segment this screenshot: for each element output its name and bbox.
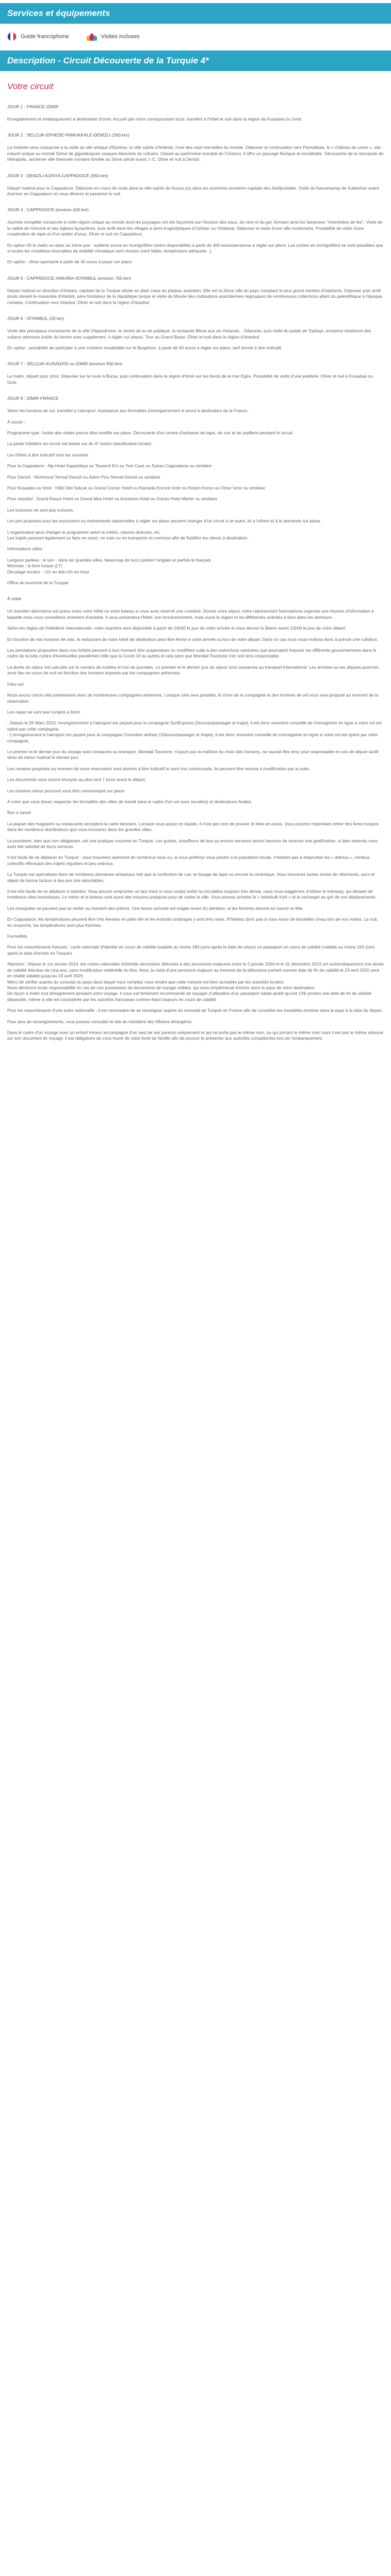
paragraph: La Turquie est spécialisée dans de nombreux domaines artisanaux tels que la confection de cuir, le tissage de tapis ou encore la céramique. Vous trouverez toutes sortes de vêtements, sacs et objets de bonne facture à des prix très abordables. [7,872,375,883]
day-heading: JOUR 7 : SELÇUK-KUSADASI ou IZMIR (environ 550 km) [7,361,123,367]
paragraph: En Cappadoce, les températures peuvent être très élevées en plein été et les endroits ombragés y sont très rares. N'hésitez donc pas à vous munir de bouteilles d'eau lors de vos visites. La nuit, en revanche, les températures sont plus fraîches. [7,917,378,928]
itinerary-block [7,596,384,1041]
itinerary-block [7,396,384,586]
itinerary-block [7,104,384,122]
paragraph: Les repas ne sont pas compris à bord. [7,709,81,715]
paragraph: Il est facile de se déplacer en Turquie : vous trouverez aisément de nombreux taxis ou, si vous préférez vous joindre à la population locale, n'hésitez pas à emprunter les « dolmus », minibus collectifs effectuant des trajets réguliers et peu onéreux. [7,855,370,866]
paragraph: Le matin, départ pour Izmir. Déjeuner sur la route à Bursa, puis continuation dans la région d'Izmir sur les bords de la mer Egée. Possibilité de visite d'une joaillerie. Dîner et nuit à Kusadasi ou Izmir. [7,374,373,385]
page [0,3,391,1042]
day-heading: JOUR 3 : DENIZLI-KONYA-CAPPADOCE (650 km) [7,173,108,178]
itinerary-block [7,132,384,162]
day-heading: À noter [7,596,22,602]
paragraph: Les prix proposés pour les excursions ou événements optionnelles à régler sur place peuvent changer d'un circuit à un autre, ils à l'ofrent et à la demande sur place. [7,518,321,524]
service-label-guide: Guide francophone [21,33,69,40]
paragraph: Pour Istanbul : Grand Ravuz Hotel ou Grand Mira Hotel ou Acezema Hotel ou Gûnes Hotel Merter ou similaire [7,496,218,502]
paragraph: Selon les horaires de vol, transfert à l'aéroport. Assistance aux formalités d'enregistrement et envol à destination de la France. [7,408,249,414]
paragraph: Pour la Cappadoce : Alp Hotel Kapadokya ou Tessenti Evi ou Yosi Cave ou Suhan Cappadocia ou similaire [7,463,212,469]
paragraph: La plupart des magasins ou restaurants acceptent la carte bancaire. Lorsque vous payez en liquide, il n'est pas rare de pouvoir le faire en euros. Vous pourrez cependant retirer des livres turques dans les nombreux distributeurs que vous trouverez dans les grandes villes. [7,821,379,833]
paragraph: Les hôtels à titre indicatif sont les suivants : [7,452,91,457]
paragraph: Attention : Depuis le 1er janvier 2014, les cartes nationales d'identité sécurisées délivrées à des personnes majeures entre le 2 janvier 2004 et le 31 décembre 2013 ont automatiquement une durée de validité étendue de cinq ans, sans modification matérielle du titre. Ainsi, la carte d'une personne majeure au moment de la délivrance portant comme date de fin de validité le 23 avril 2020 sera en réalité valable jusqu'au 23 avril 2025. Merci de vérifier auprès du consulat du pays dans lequel vous comptez vous rendre que cette mesure est bien acceptée par les autorités locales. Nous déclinons toute responsabilité en cas de non possession de documents de voyage valides, qui vous empêcherait d'entrer dans le pays de votre destination. De façon à éviter tout désagrément pendant votre voyage, il vous est fortement recommandé de voyager (l'utilisation d'un passeport valide plutôt qu'une CNI portant une date de fin de validité dépassée, même si elle est considérée par les autorités françaises comme étant toujours en cours de validité. [7,961,384,1002]
paragraph: Pour Denizli : Richmond Termal Denizli ou Adem Pira Termal Denizli ou similaire [7,474,160,480]
day-heading: JOUR 1 : FRANCE-IZMIR [7,104,59,109]
paragraph: Départ matinal en direction d'Ankara, capitale de la Turquie située en plein cœur du plateau anatolien. Elle est la 2ème ville du pays comptant le plus grand nombre d'habitants. Déjeuner puis arrêt photo devant le mausolée d'Atatürk, père fondateur de la république turque et visite du Musée des civilisations anatoliennes regroupant de nombreuses collections allant du paléolithique à l'époque romaine. Continuation vers Istanbul. Dîner et nuit dans la région d'Istanbul. [7,287,382,305]
paragraph: Infos vol [7,681,24,687]
paragraph: Office du tourisme de la Turquie [7,580,69,586]
paragraph: A noter que vous devez respecter les formalités des villes de transit dans le cadre d'un vol avec escale(s) et destinations finales. [7,799,253,804]
group-visits-icon [87,32,97,41]
paragraph: En option tôt le matin ou dans sa 1ème jour : sublime survol en montgolfière (selon disponibilité) à partir de 400 euros/personne à régler sur place. Les sorties en montgolfière ne sont possibles que si toutes les conditions favorables de stabilité climatique sont réunies (vent faible, température adéquate...). [7,242,383,254]
paragraph: Le premier et le dernier jour du voyage sont consacrés au transport. Mondial Tourisme, n'ayant pas la maîtrise du choix des horaires, ne saurait être tenu pour responsable en cas de départ tardif et/ou de retour matinal le dernier jour. [7,749,379,760]
description-header: Description - Circuit Découverte de la Turquie 4* [0,50,391,71]
paragraph: Départ matinal pour la Cappadoce. Déjeuner en cours de route dans la ville sainte de Konya (ou dans les environs) ancienne capitale des Seldjoukides. Visite du Karvansaray de Sultanhan avant d'arriver en Cappadoce où vous dînerez et passerez la nuit. [7,185,379,197]
itinerary-block [7,316,384,351]
paragraph: Langues parlées : le turc - dans les grandes villes, beaucoup de turcs parlent l'anglais et parfois le français Monnaie : la livre turque (LT) Décalage horaire : +1h en été/+2h en hiver [7,557,211,574]
day-heading: JOUR 8 : IZMIR-FRANCE [7,396,59,401]
services-header: Services et équipements [0,3,391,24]
day-heading: JOUR 5 : CAPPADOCE-ANKARA-ISTANBUL (environ 750 km) [7,275,132,281]
paragraph: Pour les ressortissants d'une autre nationalité : il est nécessaire de se renseigner auprès du consulat de Turquie en France afin de connaître les modalités d'entrée dans le pays à la date du départ. [7,1008,383,1013]
paragraph: Pour les ressortissants français : carte nationale d'identité en cours de validité (valable au moins 180 jours après la date de retour) ou passeport en cours de validité (valable au moins 150 jours après la date d'entrée en Turquie). [7,944,375,956]
paragraph: Informations utiles [7,546,42,552]
circuit-title: Votre circuit [7,81,54,91]
paragraph: Il est très facile de se déplacer à Istanbul. Vous pouvez emprunter un taxi mais si vous voulez éviter la circulation toujours très dense, nous vous suggérons d'utiliser le tramway, qui dessert de nombreux sites touristiques. Le métro et le bateau sont aussi des moyens pratiques pour de visiter la ville. Vous pouvez acheter la « Istanbulk Kart » et la recharger au gré de vos déplacements. [7,889,377,900]
itinerary-block [7,173,384,197]
paragraph: La matinée sera consacrée à la visite du site antique d'Éphèse, la ville sainte d'Artémis, l'une des sept merveilles du monde. Déjeuner et continuation vers Pamukkale, le « château de coton », site naturel unique au monde formé de gigantesques vasques blanches de calcaire. Classé au patrimoine mondial de l'Unesco, il offre un paysage féerique et inoubliable. Découverte de la nécropole de Hiérapolis, ancienne ville thermale romaine fondée au 2ème siècle avant J.-C. Dîner et nuit à Denizli. [7,145,384,162]
paragraph: La partie hôtelière du circuit est basée sur du 4* (selon classification locale). [7,441,153,447]
service-item-visits [87,32,140,41]
paragraph: Pour plus de renseignements, vous pouvez consulter le site du ministère des Affaires étrangères [7,1019,192,1024]
paragraph: Un transfert aller/retour est prévu entre votre hôtel ou votre bateau si vous avez réservé une croisière. Durant votre séjour, notre représentant francophone organise une réunion d'information à laquelle nous vous conseillons vivement d'assister. Il vous présentera l'hôtel, son fonctionnement, mais aussi la région et les différentes activités à faire dans les alentours. [7,608,374,620]
services-list [0,24,391,50]
paragraph: En fonction de vos horaires de vols, le restaurant de votre hôtel de destination peut être fermé à votre arrivée ou lors de votre départ. Dans ce cas nous vous invitons donc à prévoir une collation. [7,636,379,642]
paragraph: Le pourboire, bien que non obligatoire, est une pratique courante en Turquie. Les guides, chauffeurs de bus ou encore serveurs seront heureux de recevoir une gratification, si bien entendu vous avez été satisfait de leurs services. [7,838,378,849]
paragraph: Les documents vous seront envoyés au plus tard 7 jours avant le départ. [7,777,146,783]
paragraph: Visite des principaux monuments de la ville (Hippodrome, le centre de la vie publique, la mosquée Bleue aux six minarets... Déjeuner, puis visite du palais de Topkapi, ancienne résidence des sultans ottomans (visite du harem avec supplément, à régler sur place). Tour au Grand Bazar. Dîner et nuit dans la région d'Istanbul. [7,328,371,340]
french-flag-icon [7,32,17,41]
itinerary-block [7,207,384,265]
paragraph: Enregistrement et embarquement à destination d'Izmir. Accueil par notre correspondant local, transfert à l'hôtel et nuit dans la région de Kusadasi ou Izmir. [7,116,303,122]
paragraph: Les mosquées se peuvent pas se visiter au moment des prières. Une tenue correcte est exigée avant d'y pénétrer, et les femmes doivent se couvrir la tête. [7,905,304,911]
paragraph: Les horaires proposés au moment de votre réservation sont donnés à titre indicatif et sont non contractuels. Ils peuvent être soumis à modification par la suite. [7,766,311,771]
paragraph: Selon les règles de l'hôtellerie internationale, votre chambre sera disponible à partir de 14h00 le jour de votre arrivée et vous devrez la libérer avant 12h00 le jour de votre départ. [7,625,347,631]
service-label-visits: Visites incluses [101,33,140,40]
paragraph: À savoir : [7,419,25,425]
day-heading: JOUR 4 : CAPPADOCE (environ 100 km) [7,207,89,213]
paragraph: Les prestations proposées dans nos forfaits peuvent à tout moment être suspendues ou modifiées suite à des restrictions sanitaires que pourraient imposer les différents gouvernements dans le cadre de la lutte contre d'éventuelles pandémies telle que la Covid-19 ou autres et cela sans que Mondial Tourisme n'en soit tenu responsable. [7,648,377,659]
paragraph: Pour Kusadasi ou Izmir : Hiltil Otel Selçuk ou Grand Corner Hotel ou Ramada Encore Izmir ou Nobon Kenre ou Ontur Izmir ou similaire [7,485,265,490]
paragraph: Programme type. l'ordre des visites pourra être modifié sur place. Découverte d'un centre d'artisanat de tapis, de cuir et de joaillerie pendant le circuit. [7,430,294,435]
paragraph: Journée complète consacrée à cette région unique au monde dont les paysages ont été façonnés par l'érosion des eaux, du vent et du gel, formant ainsi les fameuses "cheminées de fée". Visite de la vallée de Göreme et ses églises byzantines, puis arrêt dans les villages à demi troglodytiques d'Uçhisar ou Ortahisar. Déjeuner et visite d'une ville souterraine. Possibilité de visite d'une coopérative de tapis et d'un atelier d'onyx. Dîner et nuit en Cappadoce. [7,219,383,237]
itinerary-block [7,361,384,385]
paragraph: Dans le cadre d'un voyage avec un enfant mineur accompagné d'un seul de ses parents uniquement et qui ne porte pas le même nom, ou qui portant le même nom mais n'est pas le même adresse sur son document de voyage, il est obligatoire de vous munir de votre livret de famille afin de pouvoir le présenter aux autorités compétentes lors de l'embarquement. [7,1029,384,1041]
itinerary-block [7,276,384,306]
paragraph: - Depuis le 26 Mars 2023, l'enregistrement à l'aéroport est payant pour la compagnie SunExpress (Sources/passager et trajet), il est donc vivement conseillé de s'enregistrer en ligne à votre vol est opéré par cette compagnie. - L'enregistrement à l'aéroport est payant pour la compagnie Corendon airlines (10euros/passager et /trajet), il est donc vivement conseillé de s'enregistrer en ligne si votre vol est opéré par cette compagnie. [7,720,382,743]
paragraph: Formalités [7,934,28,939]
paragraph: Nous avons conclu des partenariats avec de nombreuses compagnies aériennes. Lorsque cela sera possible, le choix de la compagnie et des horaires de vol vous sera proposé au moment de la réservation. [7,692,379,704]
paragraph: Les boissons ne sont pas incluses. [7,507,74,513]
day-heading: JOUR 6 : ISTANBUL (20 km) [7,316,64,321]
paragraph: Les horaires retour pourront vous être communiqué sur place. [7,788,126,793]
paragraph: L'organisateur peut changer le programme selon la météo, raisons diverses, etc. Les trajets peuvent également se faire en avion, en train ou en transports en commun afin de fluidifier les clients à destination. [7,529,249,540]
paragraph: En option : dîner-spectacle à partir de 40 euros à payer sur place [7,259,132,265]
paragraph: Bon à savoir [7,810,31,816]
day-heading: JOUR 2 : SELCUK-EPHESE-PAMUKKALE-DENIZLI (260 km) [7,132,129,138]
paragraph: En option : possibilité de participer à une croisière inoubliable sur le Bosphore, à partir de 50 euros à régler sur place, tarif donné à titre indicatif. [7,345,283,350]
paragraph: La durée du séjour est calculée sur le nombre de nuitées et non de journées. Le premier et le dernier jour du séjour sont consacrés au transport international. Les arrivées ou les départs pourront avoir lieu en cours de nuit en fonction des horaires imposés par les compagnies aériennes. [7,664,379,676]
itinerary-blocks [7,104,384,1042]
description-content [0,81,391,1042]
service-item-guide [7,32,69,41]
